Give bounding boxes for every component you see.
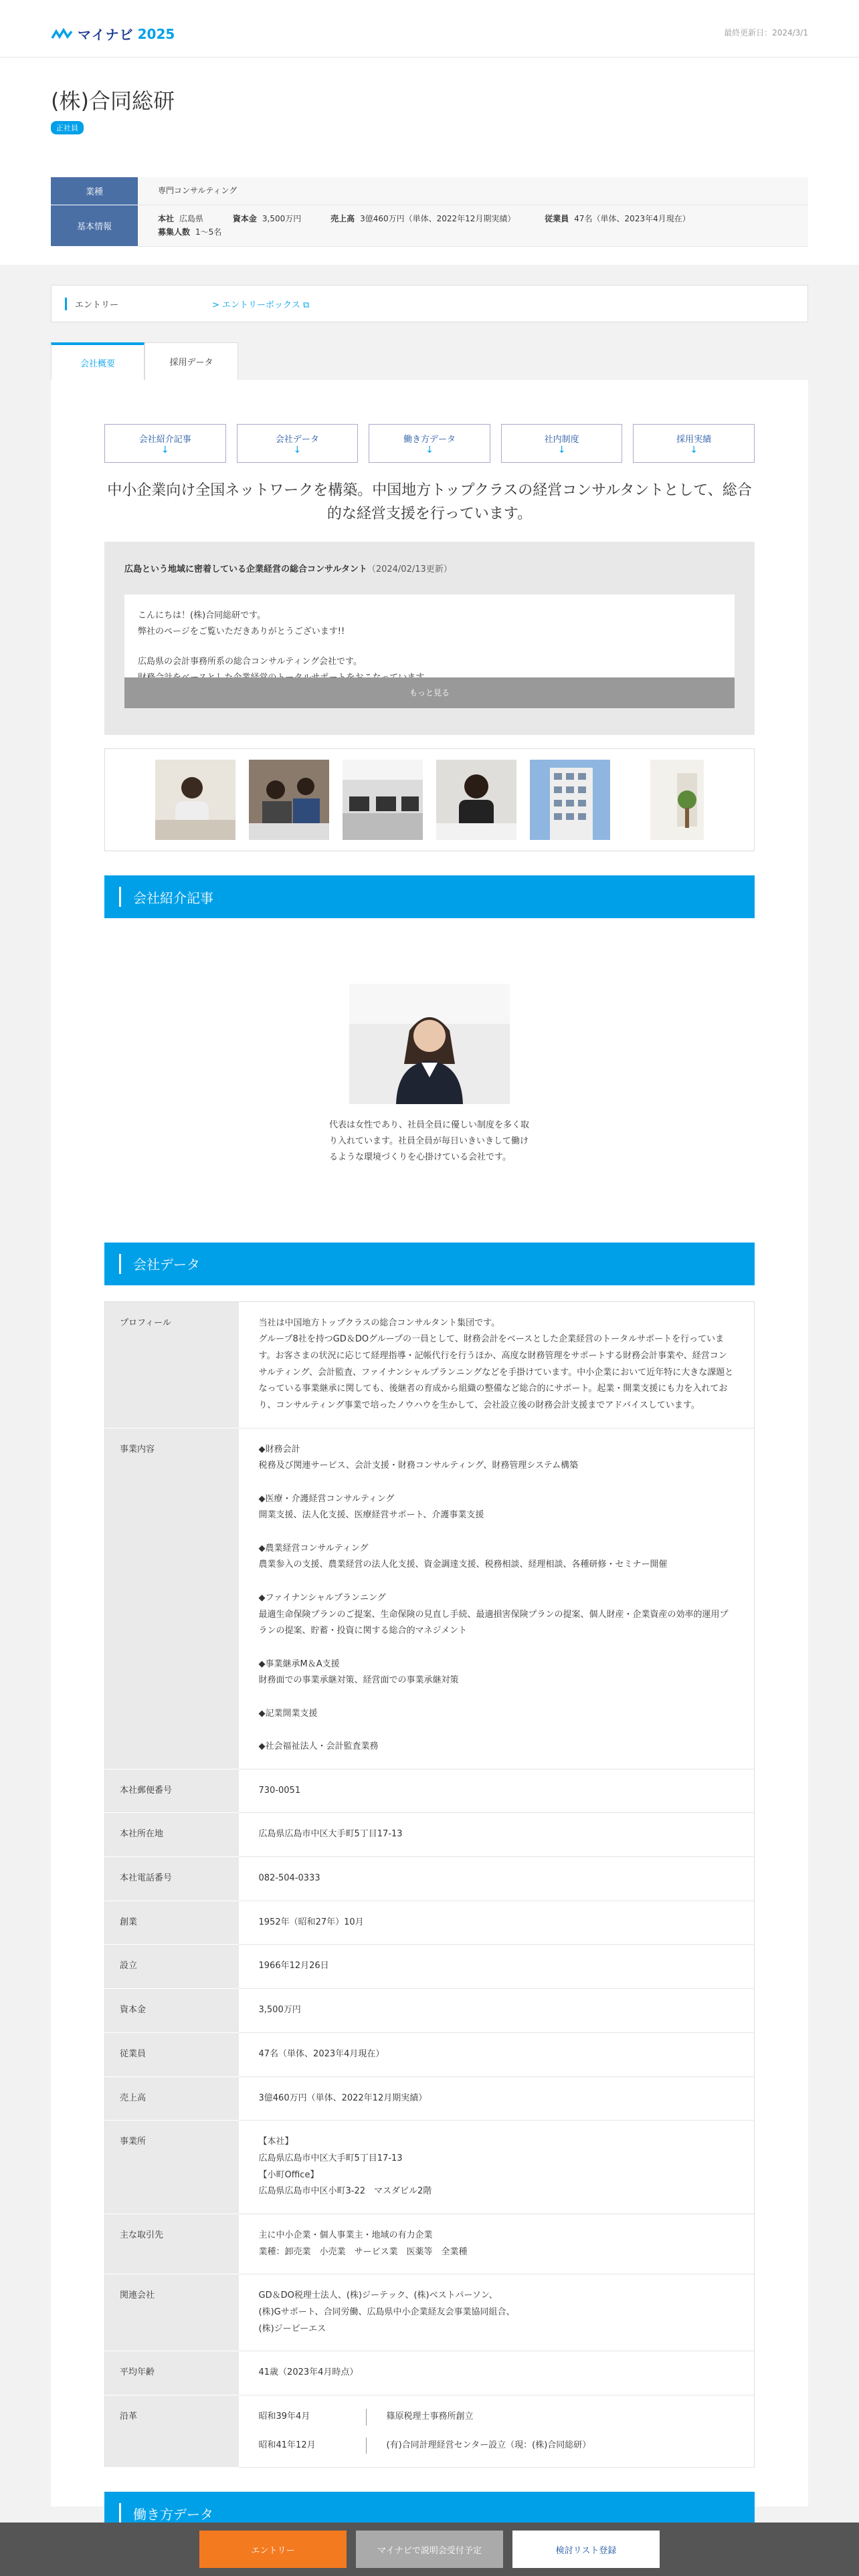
last-updated: 最終更新日：2024/3/1 (724, 28, 808, 37)
employment-badge: 正社員 (51, 121, 84, 134)
history-label: 沿革 (105, 2395, 239, 2468)
section-work-data: 働き方データ (104, 2492, 755, 2535)
row-value: 主に中小企業・個人事業主・地域の有力企業 業種：卸売業 小売業 サービス業 医薬等 全業種 (239, 2214, 755, 2274)
photo-thumbnail[interactable] (624, 760, 704, 840)
news-box (104, 542, 755, 735)
arrow-down-icon: ↓ (161, 444, 169, 455)
intro-article[interactable] (329, 984, 530, 1166)
entry-box-link[interactable]: > エントリーボックス ⧉ (212, 300, 310, 310)
anchor-work-data[interactable]: 働き方データ ↓ (369, 424, 490, 463)
table-row (105, 1813, 755, 1857)
entry-bar (51, 285, 808, 322)
table-row (105, 2032, 755, 2076)
main-content (51, 380, 808, 2523)
info-value: 本社 広島県 資本金 3,500万円 売上高 3億460万円（単体、2022年12月期実績） 従業員 47名（単体、2023年4月現在） 募集人数 1〜5名 (138, 205, 808, 247)
row-value: 41歳（2023年4月時点） (239, 2351, 755, 2395)
seminar-button[interactable]: マイナビで説明会受付予定 (356, 2531, 503, 2568)
row-value: 1966年12月26日 (239, 1945, 755, 1989)
arrow-down-icon: ↓ (425, 444, 434, 455)
row-label: 資本金 (105, 1989, 239, 2033)
news-body: こんにちは！(株)合同総研です。 弊社のページをご覧いただきありがとうございます!! 広島県の会計事務所系の総合コンサルティング会社です。 もっと見る (124, 595, 735, 708)
photo-thumbnail[interactable] (436, 760, 516, 840)
mynavi-logo[interactable] (51, 24, 175, 43)
info-label: 基本情報 (51, 205, 138, 247)
industry-value: 専門コンサルティング (138, 177, 808, 205)
section-company-data: 会社データ (104, 1243, 755, 1285)
photo-thumbnail[interactable] (155, 760, 235, 840)
anchor-internal-systems[interactable]: 社内制度 ↓ (501, 424, 623, 463)
row-label: プロフィール (105, 1301, 239, 1428)
table-row (105, 1945, 755, 1989)
article-photo (349, 984, 510, 1104)
row-value: 3億460万円（単体、2022年12月期実績） (239, 2076, 755, 2121)
row-label: 設立 (105, 1945, 239, 1989)
tab-bar (51, 342, 808, 380)
news-title: 広島という地域に密着している企業経営の総合コンサルタント（2024/02/13更新） (124, 564, 452, 575)
photo-gallery (104, 748, 755, 851)
row-value: 【本社】 広島県広島市中区大手町5丁目17-13 【小町Office】 広島県広島市中区小町3-22 マスダビル2階 (239, 2121, 755, 2214)
company-header (0, 58, 859, 265)
row-value: GD＆DO税理士法人、(株)ジーテック、(株)ベストパーソン、 (株)Gサポート、合同労働、広島県中小企業経友会事業協同組合、 (株)ジーピーエス (239, 2274, 755, 2351)
history-value: 昭和39年4月 篠原税理士事務所創立 昭和41年12月 (有)合同計理経営センター設立（現：(株)合同総研） (239, 2395, 755, 2468)
row-value: 082-504-0333 (239, 1857, 755, 1901)
row-label: 創業 (105, 1901, 239, 1945)
company-data-table (104, 1301, 755, 2468)
photo-thumbnail[interactable] (343, 760, 423, 840)
anchor-hiring-record[interactable]: 採用実績 ↓ (633, 424, 755, 463)
row-value: 当社は中国地方トップクラスの総合コンサルタント集団です。 グループ8社を持つGD＆DOグループの一員として、財務会計をベースとした企業経営のトータルサポートを行っています。お客さまの状況に応じて経理指導・記帳代行を行うほか、高度な財務管理をサポートする財務会計事業や、経営コンサルティング、会計監査、ファイナンシャルプランニングなどを手掛けています。中小企業において近年特に大きな課題となっている事業継承に関しても、後継者の育成から組織の整備など総合的にサポート。起業・開業支援にも力を入れており、コンサルティング事業で培ったノウハウを生かして、会社設立後の財務会計支援までアドバイスしています。 (239, 1301, 755, 1428)
arrow-down-icon: ↓ (690, 444, 698, 455)
row-label: 事業内容 (105, 1428, 239, 1769)
section-intro-articles: 会社紹介記事 (104, 875, 755, 918)
row-label: 売上高 (105, 2076, 239, 2121)
company-name: (株)合同総研 (51, 88, 175, 114)
table-row (105, 2395, 755, 2468)
table-row (105, 1901, 755, 1945)
table-row (105, 1769, 755, 1813)
catch-copy: 中小企業向け全国ネットワークを構築。中国地方トップクラスの経営コンサルタントとして、総合的な経営支援を行っています。 (107, 482, 752, 523)
site-header (0, 0, 859, 58)
table-row (105, 2351, 755, 2395)
row-label: 平均年齢 (105, 2351, 239, 2395)
row-value: 730-0051 (239, 1769, 755, 1813)
photo-thumbnail[interactable] (530, 760, 610, 840)
tab-company-overview[interactable]: 会社概要 (51, 342, 145, 380)
row-label: 関連会社 (105, 2274, 239, 2351)
row-label: 本社電話番号 (105, 1857, 239, 1901)
table-row (105, 1857, 755, 1901)
anchor-nav (104, 424, 755, 463)
bottom-action-bar (0, 2523, 859, 2576)
table-row (105, 2214, 755, 2274)
logo-year: 2025 (137, 25, 175, 42)
row-label: 事業所 (105, 2121, 239, 2214)
add-to-list-button[interactable]: 検討リスト登録 (512, 2531, 660, 2568)
photo-thumbnail[interactable] (249, 760, 329, 840)
article-text: 代表は女性であり、社員全員に優しい制度を多く取り入れています。社員全員が毎日いきいきして働けるような環境づくりを心掛けている会社です。 (329, 1120, 530, 1163)
anchor-intro-articles[interactable]: 会社紹介記事 ↓ (104, 424, 226, 463)
mynavi-logo-icon (51, 27, 74, 41)
arrow-down-icon: ↓ (293, 444, 302, 455)
row-value: 1952年（昭和27年）10月 (239, 1901, 755, 1945)
logo-text: マイナビ (78, 27, 134, 43)
table-row (105, 2076, 755, 2121)
entry-button[interactable]: エントリー (199, 2531, 347, 2568)
row-label: 本社郵便番号 (105, 1769, 239, 1813)
row-value: 47名（単体、2023年4月現在） (239, 2032, 755, 2076)
table-row (105, 1428, 755, 1769)
basic-info (51, 177, 808, 247)
row-label: 従業員 (105, 2032, 239, 2076)
entry-label: エントリー (65, 298, 212, 310)
table-row (105, 2274, 755, 2351)
more-button[interactable]: もっと見る (124, 677, 735, 708)
row-value: 広島県広島市中区大手町5丁目17-13 (239, 1813, 755, 1857)
row-label: 主な取引先 (105, 2214, 239, 2274)
tab-recruitment-data[interactable]: 採用データ (145, 342, 238, 380)
table-row (105, 1989, 755, 2033)
row-label: 本社所在地 (105, 1813, 239, 1857)
table-row (105, 1301, 755, 1428)
anchor-company-data[interactable]: 会社データ ↓ (237, 424, 359, 463)
industry-label: 業種 (51, 177, 138, 205)
row-value: ◆財務会計 税務及び関連サービス、会計支援・財務コンサルティング、財務管理システム構築 ◆医療・介護経営コンサルティング 開業支援、法人化支援、医療経営サポート、介護事業支援 ◆農業経営コンサルティング 農業参入の支援、農業経営の法人化支援、資金調達支援、税務相談、経理相談、各種研修・セミナー開催 ◆ファイナンシャルプランニング 最適生命保険プランのご提案、生命保険の見直し手続、最適損害保険プランの提案、個人財産・企業資産の効率的運用プランの提案、貯蓄・投資に関する総合的マネジメント ◆事業継承M＆A支援 財務面での事業承継対策、経営面での事業承継対策 ◆記業開業支援 ◆社会福祉法人・会計監査業務 (239, 1428, 755, 1769)
arrow-down-icon: ↓ (557, 444, 566, 455)
row-value: 3,500万円 (239, 1989, 755, 2033)
table-row (105, 2121, 755, 2214)
